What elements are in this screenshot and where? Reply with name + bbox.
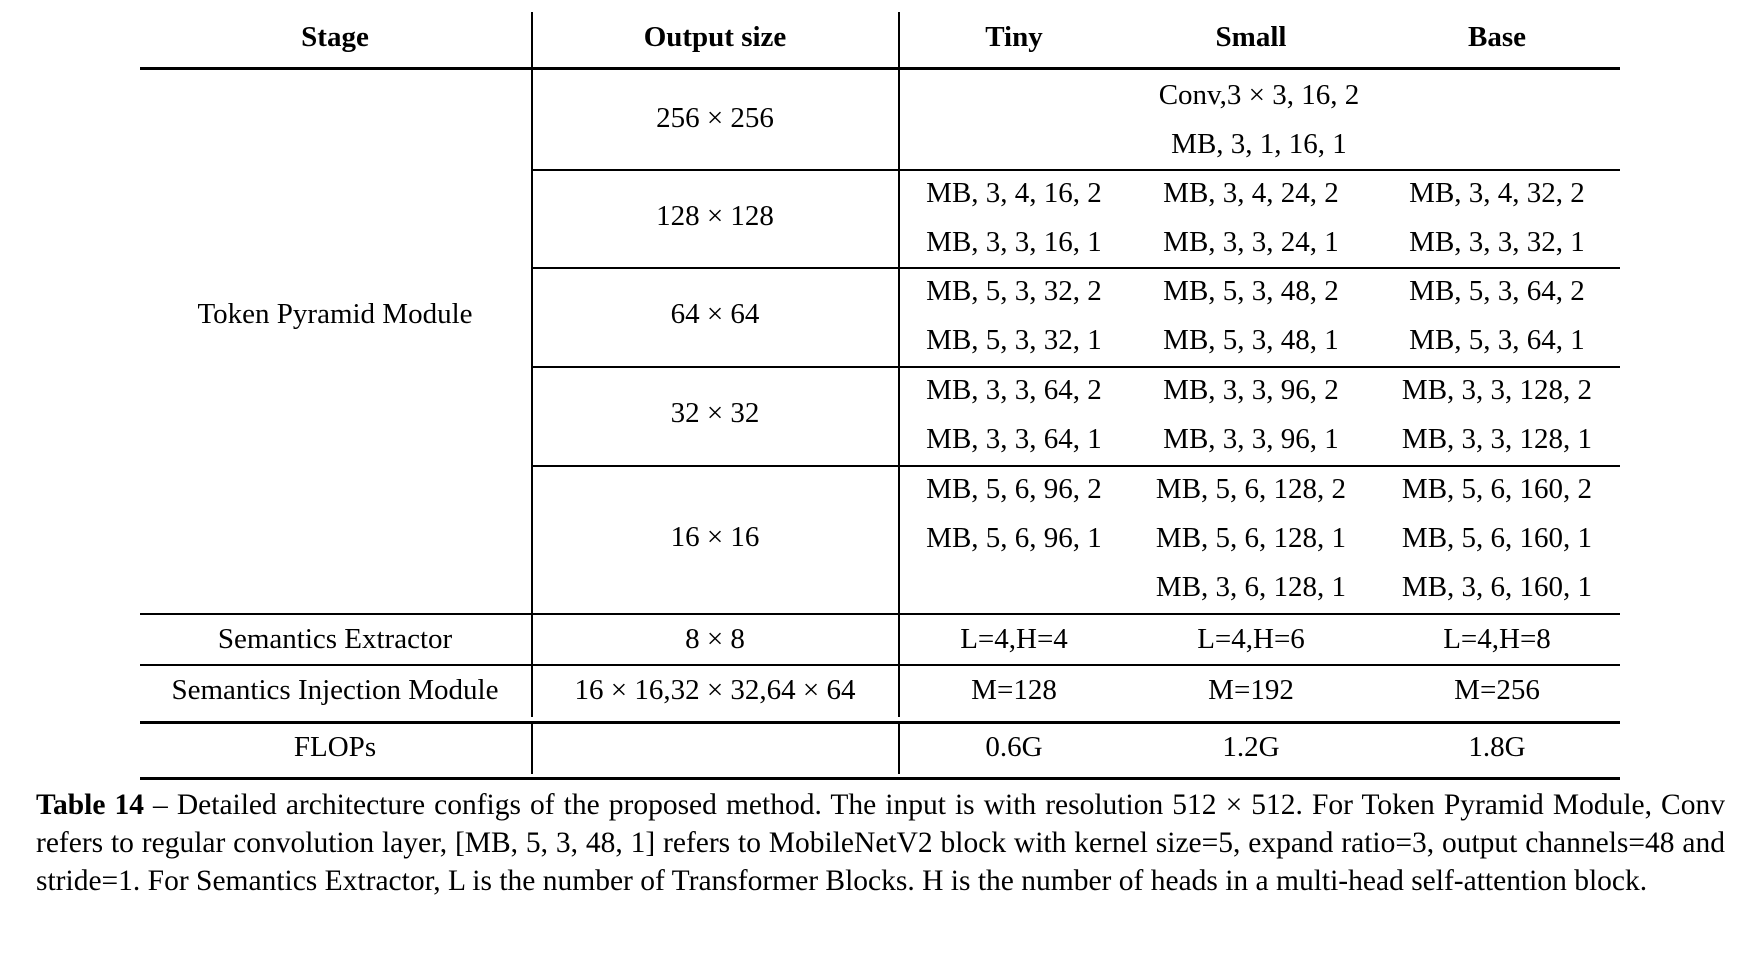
tiny-config-cell: MB, 3, 3, 16, 1 [926,226,1102,258]
tiny-config-cell: MB, 5, 3, 32, 2 [926,275,1102,307]
base-config-cell: MB, 3, 3, 128, 1 [1401,423,1593,455]
output-size-cell: 256 × 256 [656,102,774,134]
small-config-cell: MB, 3, 4, 24, 2 [1163,177,1339,209]
column-divider [898,12,900,717]
row-divider [532,366,1620,368]
tiny-flops-cell: 0.6G [985,731,1043,763]
output-size-cell: 128 × 128 [656,200,774,232]
base-config-cell: M=256 [1454,674,1540,706]
base-config-cell: MB, 5, 3, 64, 2 [1409,275,1585,307]
base-config-cell: MB, 3, 6, 160, 1 [1401,571,1593,603]
row-divider [140,613,1620,615]
base-config-cell: MB, 3, 3, 128, 2 [1401,374,1593,406]
small-config-cell: L=4,H=6 [1197,623,1305,655]
header-stage: Stage [301,21,369,53]
base-config-cell: MB, 5, 6, 160, 1 [1401,522,1593,554]
stage-flops: FLOPs [293,731,377,763]
tiny-config-cell: L=4,H=4 [960,623,1068,655]
base-config-cell: MB, 5, 6, 160, 2 [1401,473,1593,505]
tiny-config-cell: M=128 [971,674,1057,706]
small-config-cell: MB, 3, 3, 24, 1 [1163,226,1339,258]
output-size-cell: 16 × 16,32 × 32,64 × 64 [574,674,856,706]
bottom-rule [140,777,1620,780]
shared-config-cell: Conv,3 × 3, 16, 2 [1158,79,1360,111]
stage-semantics-injection: Semantics Injection Module [171,674,499,706]
small-flops-cell: 1.2G [1222,731,1280,763]
base-config-cell: MB, 3, 3, 32, 1 [1409,226,1585,258]
tiny-config-cell: MB, 5, 6, 96, 1 [926,522,1102,554]
row-divider [532,465,1620,467]
tiny-config-cell: MB, 3, 3, 64, 2 [926,374,1102,406]
base-flops-cell: 1.8G [1468,731,1526,763]
small-config-cell: M=192 [1208,674,1294,706]
output-size-cell: 32 × 32 [670,397,760,429]
row-divider [532,169,1620,171]
column-divider [531,12,533,717]
small-config-cell: MB, 3, 6, 128, 1 [1155,571,1347,603]
header-small: Small [1215,21,1287,53]
header-base: Base [1468,21,1526,53]
header-output-size: Output size [643,21,787,53]
output-size-cell: 16 × 16 [670,521,760,553]
base-config-cell: MB, 3, 4, 32, 2 [1409,177,1585,209]
column-divider [531,724,533,774]
flops-rule [140,721,1620,724]
tiny-config-cell: MB, 5, 6, 96, 2 [926,473,1102,505]
small-config-cell: MB, 5, 3, 48, 1 [1163,324,1339,356]
header-rule [140,67,1620,70]
table-caption [36,786,1725,900]
caption-label: Table 14 [36,789,144,821]
small-config-cell: MB, 3, 3, 96, 1 [1163,423,1339,455]
small-config-cell: MB, 5, 6, 128, 1 [1155,522,1347,554]
tiny-config-cell: MB, 5, 3, 32, 1 [926,324,1102,356]
shared-config-cell: MB, 3, 1, 16, 1 [1171,128,1347,160]
small-config-cell: MB, 3, 3, 96, 2 [1163,374,1339,406]
base-config-cell: MB, 5, 3, 64, 1 [1409,324,1585,356]
output-size-cell: 64 × 64 [670,298,760,330]
row-divider [532,267,1620,269]
tiny-config-cell: MB, 3, 4, 16, 2 [926,177,1102,209]
stage-semantics-extractor: Semantics Extractor [217,623,453,655]
tiny-config-cell: MB, 3, 3, 64, 1 [926,423,1102,455]
caption-text: – Detailed architecture configs of the proposed method. The input is with resolution 512 × 512. For Token Pyramid Module, Conv refers to regular convolution layer, [MB, 5, 3, 48, 1] refers to MobileNetV2 block with kernel size=5, expand ratio=3, output channels=48 and stride=1. For Semantics Extractor, L is the number of Transformer Blocks. H is the number of heads in a multi-head self-attention block. [36,789,1725,897]
base-config-cell: L=4,H=8 [1443,623,1551,655]
small-config-cell: MB, 5, 6, 128, 2 [1155,473,1347,505]
stage-token-pyramid: Token Pyramid Module [197,298,473,330]
small-config-cell: MB, 5, 3, 48, 2 [1163,275,1339,307]
header-tiny: Tiny [985,21,1043,53]
output-size-cell: 8 × 8 [685,623,745,655]
row-divider [140,664,1620,666]
column-divider [898,724,900,774]
